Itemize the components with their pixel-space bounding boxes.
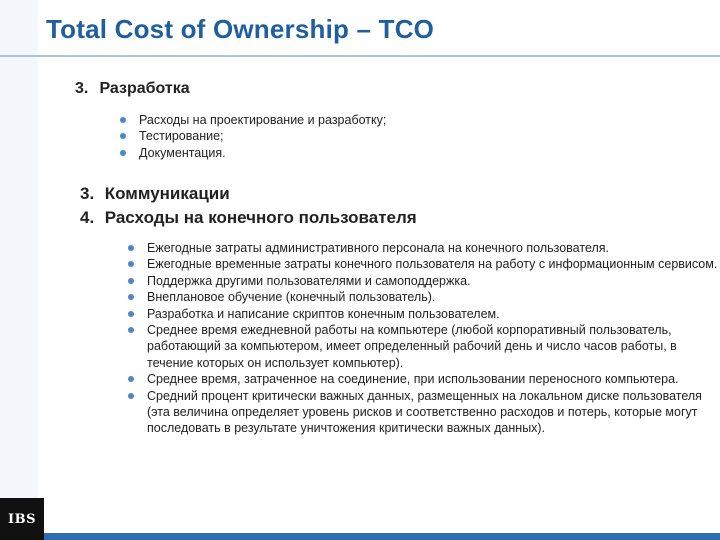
development-list [116,112,536,161]
bullet-icon [128,327,134,333]
bullet-icon [128,261,134,267]
bullet-icon [128,294,134,300]
list-item: Тестирование; [116,128,536,144]
list-item: Среднее время, затраченное на соединение, при использовании переносного компьютера. [124,371,718,387]
list-item: Поддержка другими пользователями и самоподдержка. [124,273,718,289]
bullet-icon [120,133,126,139]
section-number: 3. [80,184,95,203]
list-item: Внеплановое обучение (конечный пользователь). [124,289,718,305]
list-item: Ежегодные затраты административного персонала на конечного пользователя. [124,240,718,256]
bullet-icon [128,393,134,399]
section-title: Разработка [99,80,190,97]
footer-bar [38,533,720,540]
bullet-icon [128,311,134,317]
list-item: Расходы на проектирование и разработку; [116,112,536,128]
end-user-costs-list [124,240,718,437]
left-margin-strip [0,0,38,540]
bullet-icon [128,245,134,251]
section-heading-end-user-costs [80,208,417,228]
bullet-icon [120,117,126,123]
list-item: Ежегодные временные затраты конечного пользователя на работу с информационным сервисом. [124,256,718,272]
section-heading-development [75,80,190,98]
bullet-icon [128,278,134,284]
slide-title: Total Cost of Ownership – TCO [46,14,435,44]
ibs-logo: IBS [0,498,44,540]
section-title: Расходы на конечного пользователя [104,208,417,227]
list-item: Документация. [116,145,536,161]
section-number: 3. [75,80,89,97]
section-number: 4. [80,208,95,227]
list-item: Среднее время ежедневной работы на компьютере (любой корпоративный пользователь, работающий за компьютером, имеет определенный рабочий день и число часов работы, в течение которых он использует компьютер). [124,322,718,371]
list-item: Средний процент критически важных данных, размещенных на локальном диске пользователя (эта величина определяет уровень рисков и соответственно расходов и потерь, которые могут последовать в результате уничтожения критически важных данных). [124,388,718,437]
title-divider [0,55,720,57]
bullet-icon [128,376,134,382]
section-title: Коммуникации [104,184,230,203]
list-item: Разработка и написание скриптов конечным пользователем. [124,306,718,322]
bullet-icon [120,150,126,156]
section-heading-communications [80,184,230,204]
